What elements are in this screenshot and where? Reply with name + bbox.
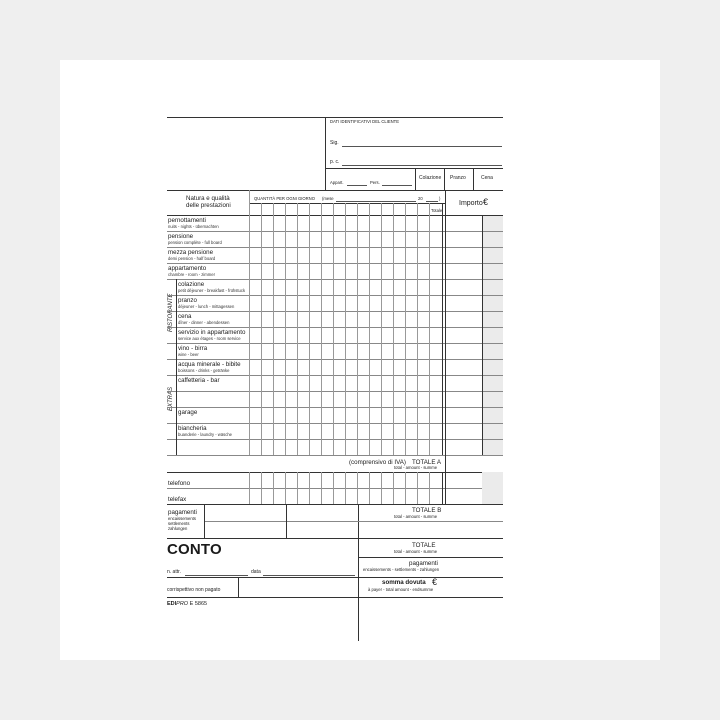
row-line	[167, 407, 503, 408]
importo-label: Importo	[459, 200, 483, 207]
pagamenti-left-label: pagamenti	[168, 509, 197, 516]
row-name: servizio in appartamento	[178, 329, 246, 336]
day-column-line-phone	[429, 472, 430, 504]
telefax-label: telefax	[168, 496, 187, 503]
day-column-line-phone	[297, 472, 298, 504]
totale-col-label: Totale	[431, 208, 443, 213]
corrispettivo-divider	[238, 577, 239, 597]
row-name: pensione	[168, 233, 194, 240]
row-subtitle: service aux étages - room service	[178, 336, 241, 341]
day-column-line	[345, 203, 346, 455]
pc-field[interactable]	[342, 165, 502, 166]
n-attr-label: n. attr.	[167, 569, 181, 575]
day-column-line	[429, 203, 430, 455]
brand-edi: EDI	[167, 601, 177, 607]
col-cena: Cena	[481, 175, 493, 181]
pagamenti-left-sub3: zahlungen	[168, 526, 188, 531]
totale-sub: total - amount - summe	[394, 549, 438, 554]
line-pagamenti-bottom	[167, 538, 503, 539]
row-name: appartamento	[168, 265, 207, 272]
month-label: (mese	[322, 196, 334, 201]
day-column-line	[309, 203, 310, 455]
year-close: )	[439, 196, 441, 201]
form-code: E 5865	[189, 601, 208, 607]
row-line	[167, 279, 503, 280]
day-column-line	[405, 203, 406, 455]
row-line	[167, 311, 503, 312]
col-colazione: Colazione	[419, 175, 442, 181]
row-name: mezza pensione	[168, 249, 214, 256]
row-line	[167, 359, 503, 360]
row-line	[167, 263, 503, 264]
meal-divider-1	[415, 168, 416, 190]
appart-label: Appart.	[330, 180, 344, 185]
day-column-line-phone	[273, 472, 274, 504]
day-column-line	[273, 203, 274, 455]
table-header-bottom	[167, 215, 503, 216]
row-subtitle: pension complète - full board	[168, 240, 222, 245]
row-subtitle: chambre - room - zimmer	[168, 272, 215, 277]
row-name: caffetteria - bar	[178, 377, 220, 384]
importo-column-left	[445, 190, 446, 455]
row-subtitle: wine - beer	[178, 352, 199, 357]
day-column-line-phone	[309, 472, 310, 504]
totale-label: TOTALE	[412, 542, 436, 549]
row-name: cena	[178, 313, 192, 320]
day-column-line	[357, 203, 358, 455]
totale-a-sub: total - amount - summe	[394, 465, 438, 470]
day-column-line	[285, 203, 286, 455]
totale-a-prefix: (comprensivo di IVA)	[349, 459, 406, 466]
line-totale-a-bottom	[167, 472, 503, 473]
meal-divider-3	[473, 168, 474, 190]
sig-field[interactable]	[342, 146, 502, 147]
row-subtitle: petit déjeuner - breakfast - frühstuck	[178, 288, 246, 293]
day-column-line-phone	[333, 472, 334, 504]
totale-b-sub: total - amount - summe	[394, 514, 438, 519]
pc-label: p. c.	[330, 159, 340, 165]
row-name: pernottamenti	[168, 217, 206, 224]
brand-pro: PRO	[176, 601, 189, 607]
paper-sheet	[60, 60, 660, 660]
line-telefono	[167, 488, 503, 489]
pagamenti-right-sub: encaissements - settlements - zahlungen	[363, 567, 440, 572]
row-subtitle: demi pension - half board	[168, 256, 216, 261]
totale-b-line	[358, 521, 503, 522]
ristorante-label: RISTORANTE	[168, 293, 174, 332]
row-line	[167, 231, 503, 232]
day-column-line	[249, 190, 250, 455]
row-line	[167, 375, 503, 376]
year-label: 20	[418, 196, 423, 201]
pagamenti-divider-2	[286, 504, 287, 538]
quantity-subline	[249, 203, 445, 204]
day-column-line	[261, 203, 262, 455]
footer-brand	[167, 601, 207, 607]
bottom-border	[167, 597, 503, 598]
importo-shade	[482, 215, 503, 455]
day-column-line-phone	[249, 472, 250, 504]
row-line	[167, 391, 503, 392]
row-name: vino - birra	[178, 345, 208, 352]
day-column-line-phone	[357, 472, 358, 504]
header-bottom-line	[167, 190, 503, 191]
importo-column-left-bottom	[445, 455, 446, 504]
totale-b-label: TOTALE B	[412, 507, 442, 514]
day-column-line	[417, 203, 418, 455]
row-name: acqua minerale - bibite	[178, 361, 241, 368]
row-name: garage	[178, 409, 198, 416]
row-subtitle: déjeuner - lunch - mittagessen	[178, 304, 235, 309]
year-field[interactable]	[426, 201, 438, 202]
row-line	[167, 247, 503, 248]
right-box-divider	[358, 504, 359, 641]
month-field[interactable]	[336, 201, 416, 202]
client-divider	[325, 117, 326, 190]
n-attr-field[interactable]	[185, 575, 248, 576]
day-column-line-phone	[393, 472, 394, 504]
corrispettivo-label: corrispettivo non pagato	[167, 587, 221, 593]
pers-label: Pers.	[370, 180, 380, 185]
appart-field[interactable]	[347, 185, 367, 186]
day-column-line-phone	[261, 472, 262, 504]
col-pranzo: Pranzo	[450, 175, 466, 181]
nature-line1: Natura e qualità	[186, 195, 230, 202]
importo-shade-phone	[482, 472, 503, 504]
appart-top-line	[325, 168, 503, 169]
meal-divider-2	[444, 168, 445, 190]
row-name: biancheria	[178, 425, 207, 432]
row-name: colazione	[178, 281, 205, 288]
row-line	[167, 343, 503, 344]
extras-label: EXTRAS	[168, 386, 174, 411]
line-pagamenti-top	[167, 504, 503, 505]
day-column-line	[333, 203, 334, 455]
row-line	[167, 423, 503, 424]
day-column-line-phone	[369, 472, 370, 504]
day-column-line	[369, 203, 370, 455]
day-column-line-phone	[345, 472, 346, 504]
row-name: pranzo	[178, 297, 197, 304]
totale-bottom-line	[358, 557, 503, 558]
day-column-line-phone	[417, 472, 418, 504]
row-line	[167, 327, 503, 328]
day-column-line-phone	[321, 472, 322, 504]
sig-label: Sig.	[330, 140, 339, 146]
totale-a-label: TOTALE A	[412, 459, 441, 466]
nature-line2: delle prestazioni	[186, 202, 231, 209]
row-line	[167, 439, 503, 440]
top-border	[167, 117, 503, 118]
somma-euro-icon: €	[432, 577, 438, 587]
quantity-label: QUANTITÀ PER OGNI GIORNO	[254, 196, 315, 201]
conto-title: CONTO	[167, 541, 222, 558]
telefono-label: telefono	[168, 480, 191, 487]
row-subtitle: buanderie - laundry - wäsche	[178, 432, 233, 437]
day-column-line-phone	[405, 472, 406, 504]
data-field[interactable]	[263, 575, 355, 576]
data-label: data	[251, 569, 261, 575]
pagamenti-right-label: pagamenti	[409, 560, 438, 567]
day-column-line	[321, 203, 322, 455]
importo-shade-divider	[482, 215, 483, 455]
row-line	[167, 295, 503, 296]
pagamenti-divider-1	[204, 504, 205, 538]
totale-column-right	[442, 203, 443, 455]
day-column-line	[297, 203, 298, 455]
pagamenti-left-sub2: settlements	[168, 521, 190, 526]
extras-bracket	[176, 343, 177, 455]
row-subtitle: boissons - drinks - getränke	[178, 368, 230, 373]
day-column-line-phone	[381, 472, 382, 504]
day-column-line	[381, 203, 382, 455]
pers-field[interactable]	[382, 185, 412, 186]
pagamenti-right-bottom	[167, 577, 503, 578]
euro-icon: €	[483, 197, 489, 207]
day-column-line	[393, 203, 394, 455]
row-line	[167, 455, 503, 456]
day-column-line-phone	[285, 472, 286, 504]
somma-label: somma dovuta	[382, 579, 426, 586]
somma-sub: à payer - total amount - endsumme	[368, 587, 434, 592]
line-pagamenti-mid	[204, 521, 358, 522]
totale-column-right-phone	[442, 472, 443, 504]
row-subtitle: dîner - dinner - abendessen	[178, 320, 230, 325]
ristorante-bracket	[176, 279, 177, 343]
pagamenti-left-sub1: encaissements	[168, 516, 196, 521]
client-title: DATI IDENTIFICATIVI DEL CLIENTE	[330, 119, 400, 124]
row-subtitle: nuits - nights - übernachten	[168, 224, 219, 229]
